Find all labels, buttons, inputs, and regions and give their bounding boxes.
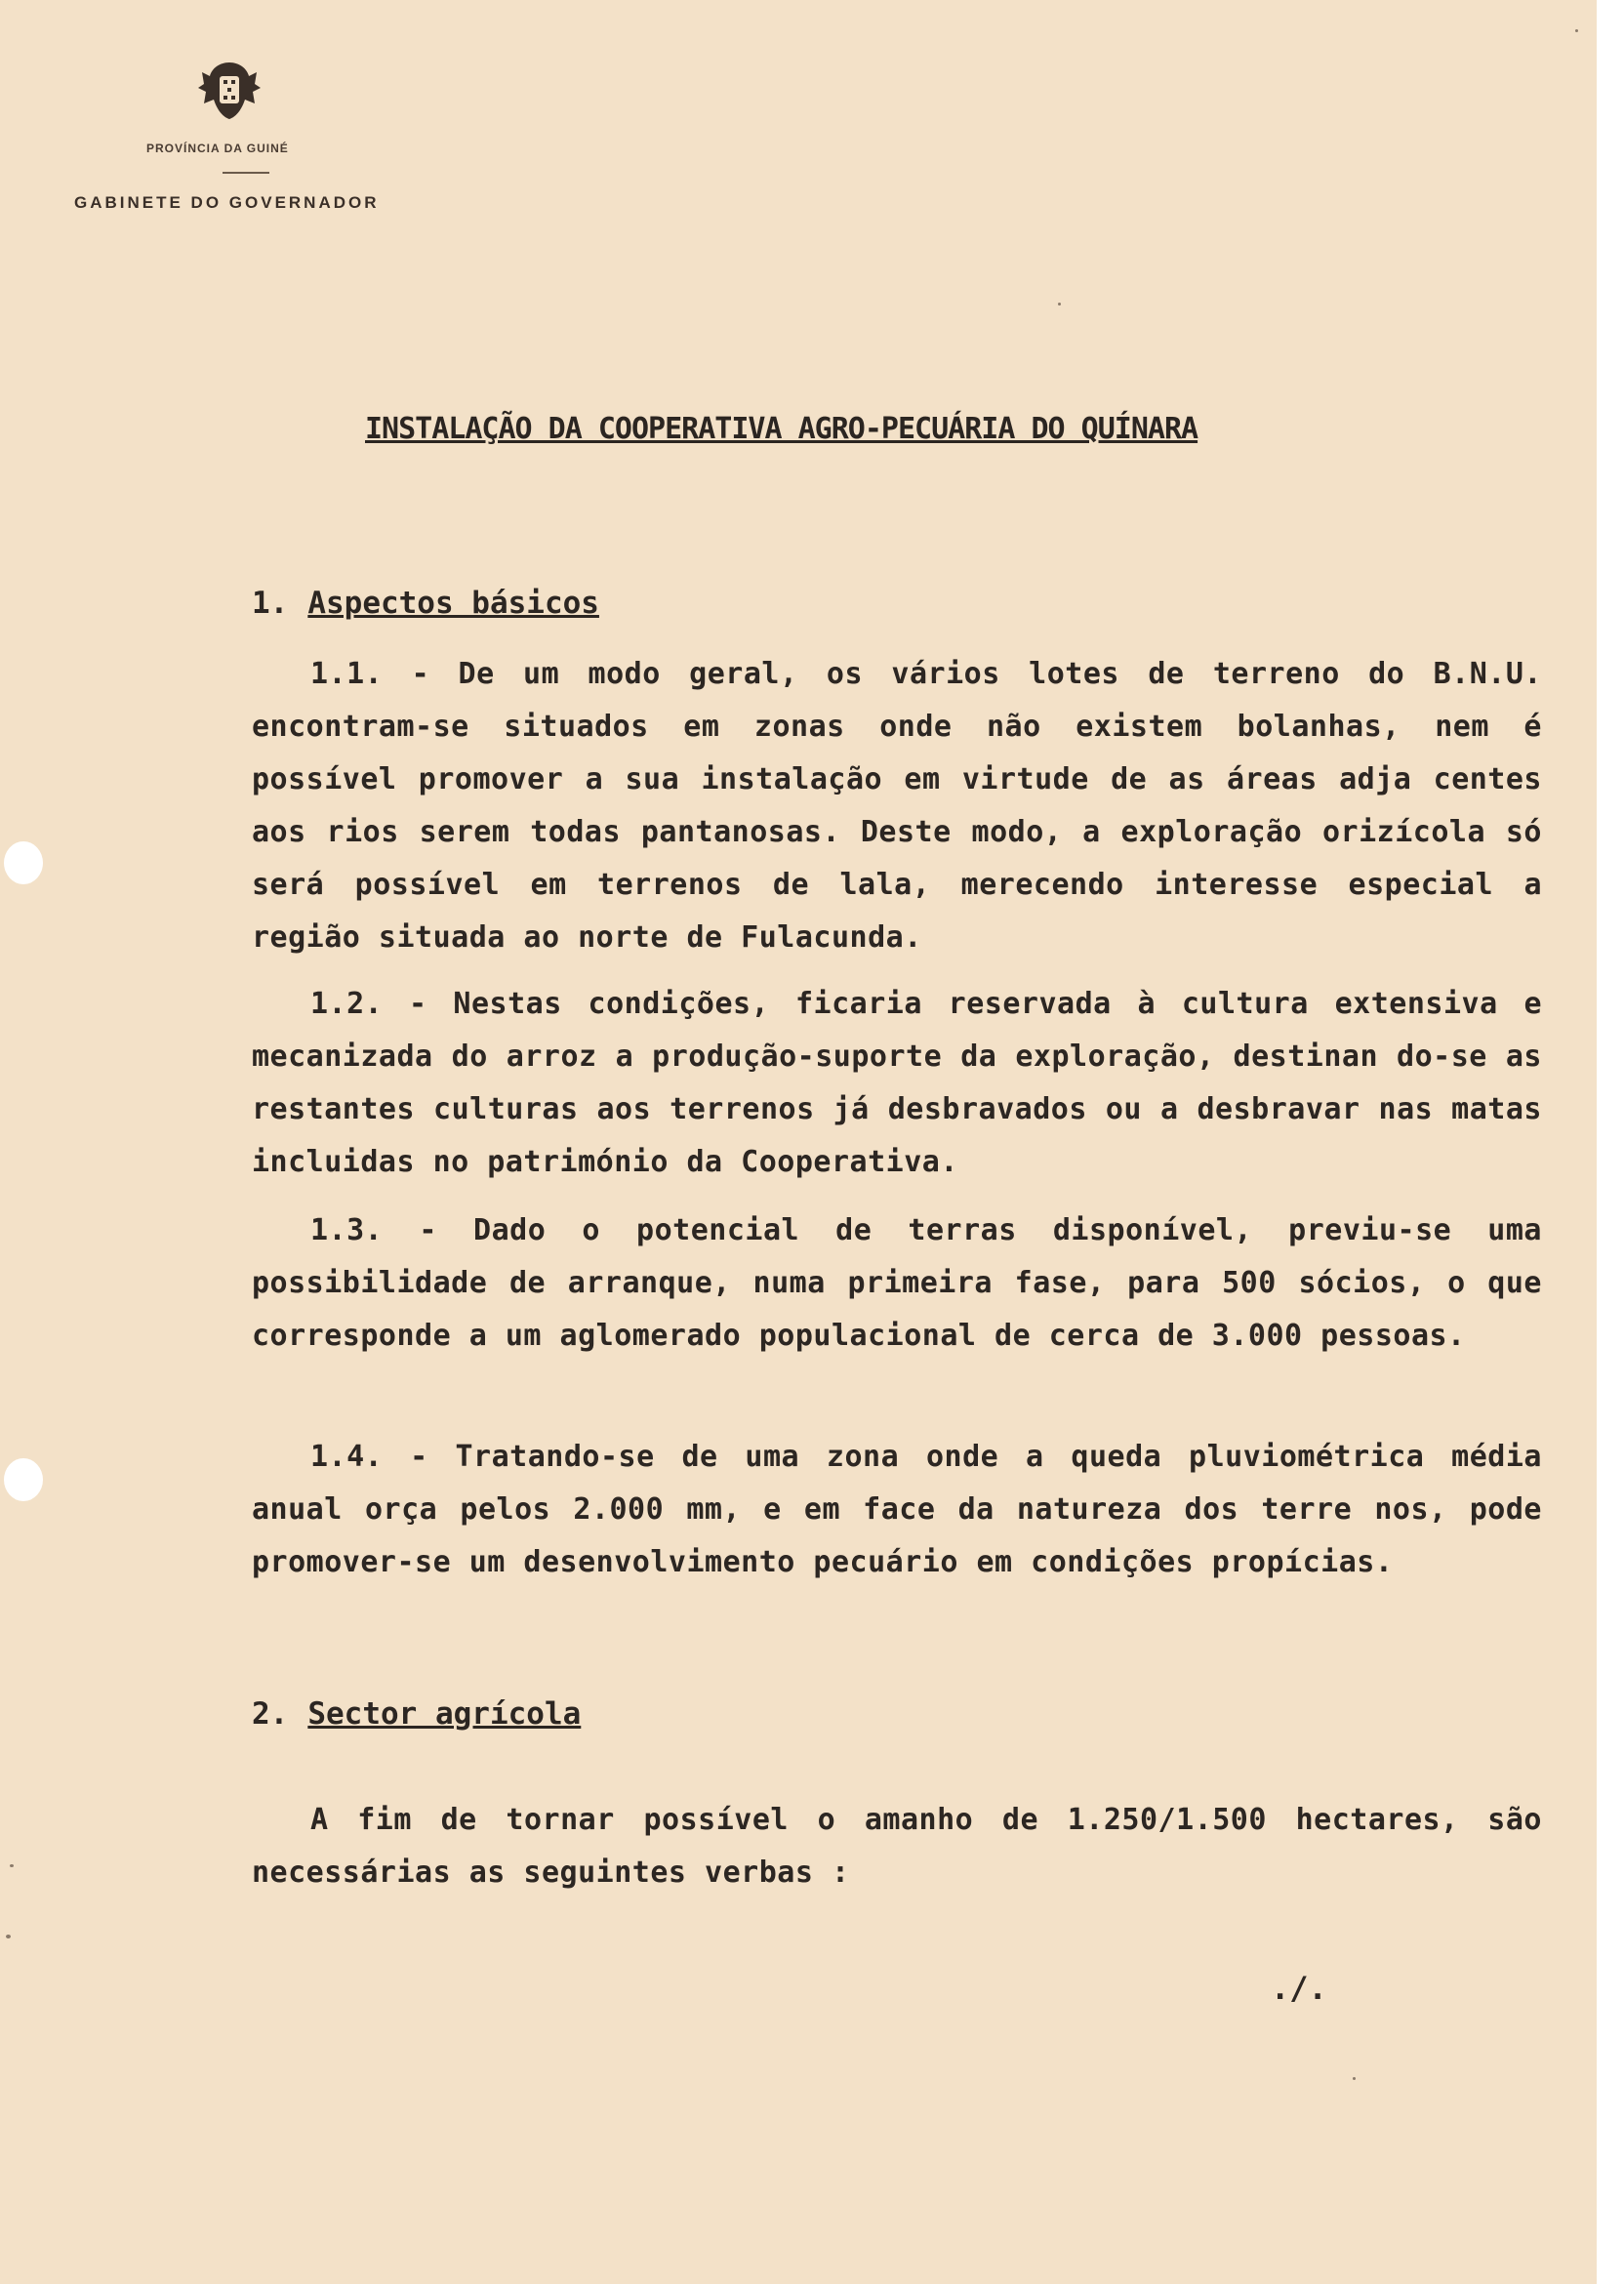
section-2-heading (252, 1696, 581, 1732)
paragraph-1-4: 1.4. - Tratando-se de uma zona onde a queda pluviométrica média anual orça pelos 2.000 mm, e em face da natureza dos terre nos, pode promover-se um desenvolvimento pecuário em condições propícias. (252, 1440, 1542, 1579)
document-title: INSTALAÇÃO DA COOPERATIVA AGRO-PECUÁRIA DO QUÍNARA (365, 412, 1198, 446)
cabinet-label: GABINETE DO GOVERNADOR (74, 193, 380, 212)
paragraph-1-3: 1.3. - Dado o potencial de terras disponível, previu-se uma possibilidade de arranque, numa primeira fase, para 500 sócios, o que corresponde a um aglomerado populacional de cerca de 3.000 pessoas. (252, 1213, 1542, 1353)
section-2-title: Sector agrícola (307, 1696, 582, 1732)
continuation-mark: ./. (1271, 1970, 1327, 2007)
paper-speck (1575, 29, 1578, 32)
paper-speck (1058, 303, 1061, 306)
scan-margin (1597, 0, 1624, 2284)
letterhead-divider (223, 172, 269, 174)
section-1-title: Aspectos básicos (307, 586, 599, 621)
paper-speck (1353, 2077, 1356, 2080)
paragraph-1-2: 1.2. - Nestas condições, ficaria reservada à cultura extensiva e mecanizada do arroz a produção-suporte da exploração, destinan do-se as restantes culturas aos terrenos já desbravados ou a desbravar nas matas incluidas no património da Cooperativa. (252, 987, 1542, 1179)
coat-of-arms-icon (190, 59, 268, 127)
section-1-heading (252, 586, 599, 621)
section-2-number: 2. (252, 1696, 289, 1732)
paper-speck (10, 1864, 14, 1867)
province-label: PROVÍNCIA DA GUINÉ (146, 142, 289, 155)
punch-hole-bottom (4, 1458, 43, 1501)
paper-speck (6, 1935, 11, 1938)
paragraph-1-1: 1.1. - De um modo geral, os vários lotes de terreno do B.N.U. encontram-se situados em zonas onde não existem bolanhas, nem é possível promover a sua instalação em virtude de as áreas adja centes aos rios serem todas pantanosas. Deste modo, a exploração orizícola só será possível em terrenos de lala, merecendo interesse especial a região situada ao norte de Fulacunda. (252, 657, 1542, 955)
section-1-number: 1. (252, 586, 289, 621)
paragraph-2-intro: A fim de tornar possível o amanho de 1.250/1.500 hectares, são necessárias as seguintes verbas : (252, 1803, 1542, 1890)
punch-hole-top (4, 841, 43, 884)
letterhead (59, 59, 410, 224)
